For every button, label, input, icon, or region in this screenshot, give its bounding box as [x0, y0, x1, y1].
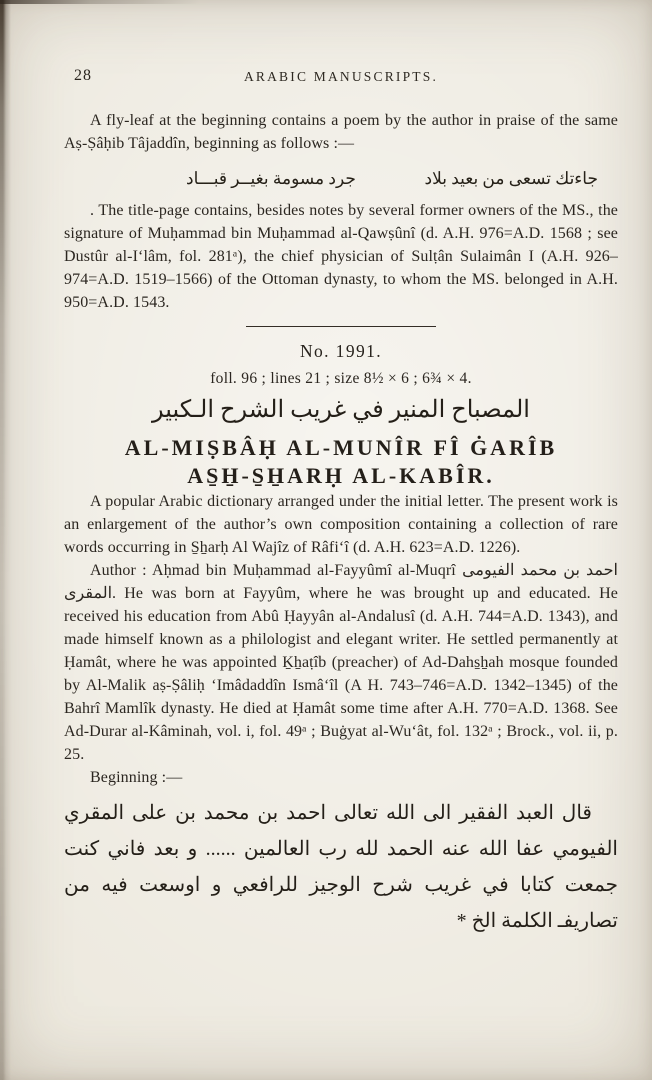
- poem-hemistich-right: جاءتك تسعى من بعيد بلاد: [424, 169, 598, 188]
- entry-title-line-2: AS̱H̱-S̱H̱ARḤ AL-KABÎR.: [187, 463, 495, 488]
- quote-line-3: جمعت كتابا في غريب شرح الوجيز للرافعي و اوسعت فيه من: [64, 874, 618, 896]
- entry-number-heading: No. 1991.: [299, 341, 383, 361]
- entry-title-transliterated: [64, 434, 618, 490]
- arabic-poem-line: [64, 163, 618, 195]
- quote-line-1: قال العبد الفقير الى الله تعالى احمد بن محمد بن على المقري: [64, 802, 592, 824]
- page-number: 28: [74, 67, 92, 84]
- entry-title-arabic: المصباح المنير في غريب الشرح الـكبير: [152, 397, 530, 423]
- running-head: ARABIC MANUSCRIPTS.: [243, 69, 439, 84]
- quote-line-2: الفيومي عفا الله عنه الحمد لله رب العالمين ...... و بعد فاني كنت: [64, 838, 618, 860]
- beginning-quote-arabic: [64, 795, 618, 939]
- flyleaf-paragraph: A fly-leaf at the beginning contains a poem by the author in praise of the same Aṣ-Ṣâḥib Tâjaddîn, beginning as follows :—: [64, 112, 618, 152]
- quote-line-4: تصاريفـ الكلمة الخ *: [456, 910, 618, 932]
- collation-line: foll. 96 ; lines 21 ; size 8½ × 6 ; 6¾ × 4.: [210, 370, 472, 387]
- entry-title-line-1: AL-MIṢBÂḤ AL-MUNÎR FÎ ĠARÎB: [124, 435, 558, 460]
- page-header: [64, 0, 618, 89]
- beginning-label: Beginning :—: [90, 769, 183, 786]
- titlepage-paragraph: . The title-page contains, besides notes by several former owners of the MS., the signature of Muḥammad bin Muḥammad al-Qawṣûnî (d. A.H. 976=A.D. 1568 ; see Dustûr al-I‘lâm, fol. 281ᵃ), the chief physician of Sulṭân Sulaimân I (A.H. 926–974=A.D. 1519–1566) of the Ottoman dynasty, to whom the MS. belonged in A.H. 950=A.D. 1543.: [64, 202, 618, 311]
- author-paragraph: Author : Aḥmad bin Muḥammad al-Fayyûmî al-Muqrî احمد بن محمد الفيومى المقرى. He was born at Fayyûm, where he was brought up and educated. He received his education from Abû Ḥayyân al-Andalusî (d. A.H. 744=A.D. 1343), and made himself known as a philologist and elegant writer. He settled permanently at Ḥamât, where he was appointed Ḵẖaṭîb (preacher) of Ad-Dahs̱ẖah mosque founded by Al-Malik aṣ-Ṣâliḥ ‘Imâdaddîn Ismâ‘îl (A H. 743–746=A.D. 1342–1345) of the Bahrî Mamlîk dynasty. He died at Ḥamât some time after A.H. 770=A.D. 1368. See Ad-Durar al-Kâminah, vol. i, fol. 49ᵃ ; Buġyat al-Wu‘ât, fol. 132ᵃ ; Brock., vol. ii, p. 25.: [64, 562, 619, 763]
- section-divider-rule: [246, 326, 436, 327]
- description-paragraph: A popular Arabic dictionary arranged under the initial letter. The present work is an enlargement of the author’s own composition containing a collection of rare words occurring in S̱ẖarḥ Al Wajîz of Râfi‘î (d. A.H. 623=A.D. 1226).: [64, 493, 618, 556]
- poem-hemistich-left: جرد مسومة بغيــر قبـــاد: [186, 169, 356, 188]
